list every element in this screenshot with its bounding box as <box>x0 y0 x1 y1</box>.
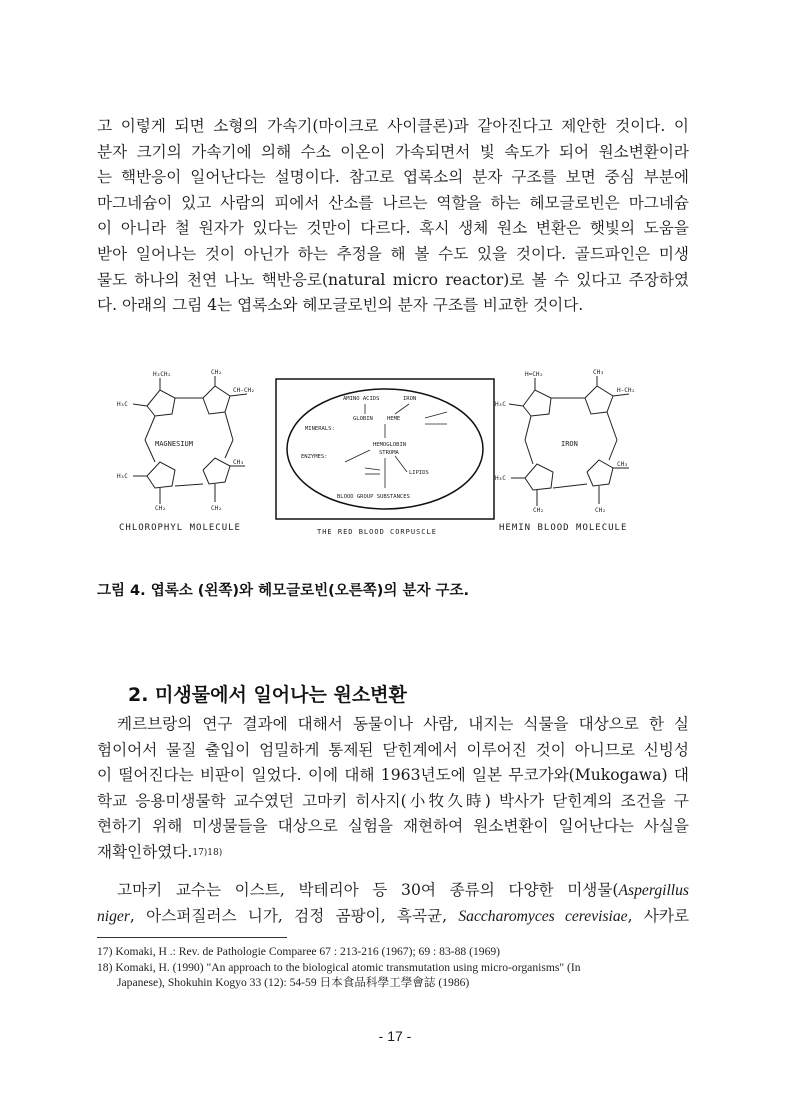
red-blood-corpuscle-diagram <box>275 378 497 540</box>
svg-text:CH-CH₂: CH-CH₂ <box>233 387 255 394</box>
iron-label: IRON <box>403 396 417 402</box>
section-last-text: 재확인하였다. <box>97 842 193 861</box>
stroma-label: STROMA <box>379 450 399 456</box>
species-name: Aspergillus <box>618 882 689 899</box>
chlorophyll-diagram <box>115 368 265 540</box>
amino-acids-label: AMINO ACIDS <box>343 396 380 402</box>
svg-text:CH₂: CH₂ <box>211 505 222 512</box>
section-line: 학교 응용미생물학 교수였던 고마키 히사지(小牧久時) 박사가 닫힌계의 조건을 구 <box>97 791 689 810</box>
intro-paragraph <box>97 114 689 319</box>
species-name: Saccharomyces cerevisiae <box>458 907 628 925</box>
chlorophyll-caption: CHLOROPHYL MOLECULE <box>119 523 241 533</box>
svg-text:H₃C: H₃C <box>495 475 506 482</box>
intro-line: 분자 크기의 가속기에 의해 수소 이온이 가속되면서 빛 속도가 되어 원소변환이라 <box>97 142 689 161</box>
section-line: 케르브랑의 연구 결과에 대해서 동물이나 사람, 내지는 식물을 대상으로 한 실 <box>117 715 689 733</box>
svg-text:CH₂: CH₂ <box>211 369 222 376</box>
svg-text:H₃CH₂: H₃CH₂ <box>153 371 172 378</box>
blood-group-label: BLOOD GROUP SUBSTANCES <box>337 494 410 500</box>
footnote-18: 18) Komaki, H. (1990) "An approach to the biological atomic transmutation using micro-organisms" (In <box>97 960 581 974</box>
intro-line: 는 핵반응이 일어난다는 설명이다. 참고로 엽록소의 분자 구조를 보면 중심 부분에 <box>97 168 689 187</box>
section-line: 이 떨어진다는 비판이 일었다. 이에 대해 1963년도에 일본 무코가와(Mukogawa) 대 <box>97 766 689 785</box>
para2-text: , 사카로 <box>627 906 690 925</box>
section-line-last <box>97 840 689 867</box>
minerals-label: MINERALS: <box>305 426 335 432</box>
intro-line: 받아 일어나는 것이 아닌가 하는 추정을 해 볼 수도 있을 것이다. 골드파인은 미생 <box>97 244 689 263</box>
section-line <box>97 904 689 930</box>
corpuscle-caption: THE RED BLOOD CORPUSCLE <box>317 528 437 536</box>
red-blood-corpuscle-drawing <box>275 378 497 540</box>
iron-center-label: IRON <box>561 440 578 448</box>
svg-text:CH₂: CH₂ <box>155 505 166 512</box>
section-line: 현하기 위해 미생물들을 대상으로 실험을 재현하여 원소변환이 일어난다는 사실을 <box>97 817 689 836</box>
chlorophyll-molecule-drawing <box>115 368 265 540</box>
svg-text:H₃C: H₃C <box>117 473 128 480</box>
svg-text:H=CH₂: H=CH₂ <box>525 371 544 378</box>
heme-label: HEME <box>387 416 401 422</box>
figure-4 <box>115 368 655 540</box>
species-name: niger <box>97 907 130 925</box>
hemin-caption: HEMIN BLOOD MOLECULE <box>499 523 628 533</box>
svg-text:CH₃: CH₃ <box>233 459 244 466</box>
footnote-18-continued: Japanese), Shokuhin Kogyo 33 (12): 54-59 日本食品科學工學會誌 (1986) <box>117 976 470 989</box>
lipids-label: LIPIDS <box>409 470 429 476</box>
intro-line: 물도 하나의 천연 나노 핵반응로(natural micro reactor)로 볼 수 있다고 주장하였 <box>97 270 689 289</box>
svg-text:CH₃: CH₃ <box>617 461 628 468</box>
figure-caption: 그림 4. 엽록소 (왼쪽)와 헤모글로빈(오른쪽)의 분자 구조. <box>97 583 470 599</box>
para2-text: , 아스퍼질러스 니가, 검정 곰팡이, 흑곡균, <box>129 906 459 925</box>
page-number: - 17 - <box>378 1028 412 1044</box>
svg-text:CH₂: CH₂ <box>533 507 544 514</box>
intro-line: 다. 아래의 그림 4는 엽록소와 헤모글로빈의 분자 구조를 비교한 것이다. <box>97 296 584 315</box>
footnote-ref: 17)18) <box>192 847 223 858</box>
section-line <box>97 878 689 904</box>
svg-text:H₃C: H₃C <box>495 401 506 408</box>
hemin-molecule-drawing <box>495 368 655 540</box>
hemoglobin-label: HEMOGLOBIN <box>373 442 407 448</box>
svg-text:H₃C: H₃C <box>117 401 128 408</box>
section-line: 험이어서 물질 출입이 엄밀하게 통제된 닫힌계에서 이루어진 것이 아니므로 신빙성 <box>97 740 689 759</box>
intro-line: 이 아니라 철 원자가 있다는 것만이 다르다. 혹시 생체 원소 변환은 햇빛의 도움을 <box>97 219 689 238</box>
svg-text:CH₃: CH₃ <box>593 369 604 376</box>
magnesium-label: MAGNESIUM <box>155 440 193 448</box>
globin-label: GLOBIN <box>353 416 373 422</box>
footnote-17: 17) Komaki, H .: Rev. de Pathologie Comparee 67 : 213-216 (1967); 69 : 83-88 (1969) <box>97 945 501 958</box>
hemin-diagram <box>495 368 655 540</box>
section-heading: 2. 미생물에서 일어나는 원소변환 <box>128 684 407 706</box>
footnote-divider <box>97 937 287 938</box>
para2-text: 고마키 교수는 이스트, 박테리아 등 30여 종류의 다양한 미생물( <box>117 881 619 899</box>
svg-text:CH₂: CH₂ <box>595 507 606 514</box>
section-paragraph-1 <box>97 712 689 867</box>
section-paragraph-2 <box>97 878 689 929</box>
intro-line: 마그네슘이 있고 사람의 피에서 산소를 나르는 역할을 하는 헤모글로빈은 마그네슘 <box>97 193 689 212</box>
footnotes <box>97 944 689 991</box>
enzymes-label: ENZYMES: <box>301 454 328 460</box>
intro-line: 고 이렇게 되면 소형의 가속기(마이크로 사이클론)과 같아진다고 제안한 것이다. 이 <box>97 117 689 135</box>
svg-text:H-CH₂: H-CH₂ <box>617 387 636 394</box>
